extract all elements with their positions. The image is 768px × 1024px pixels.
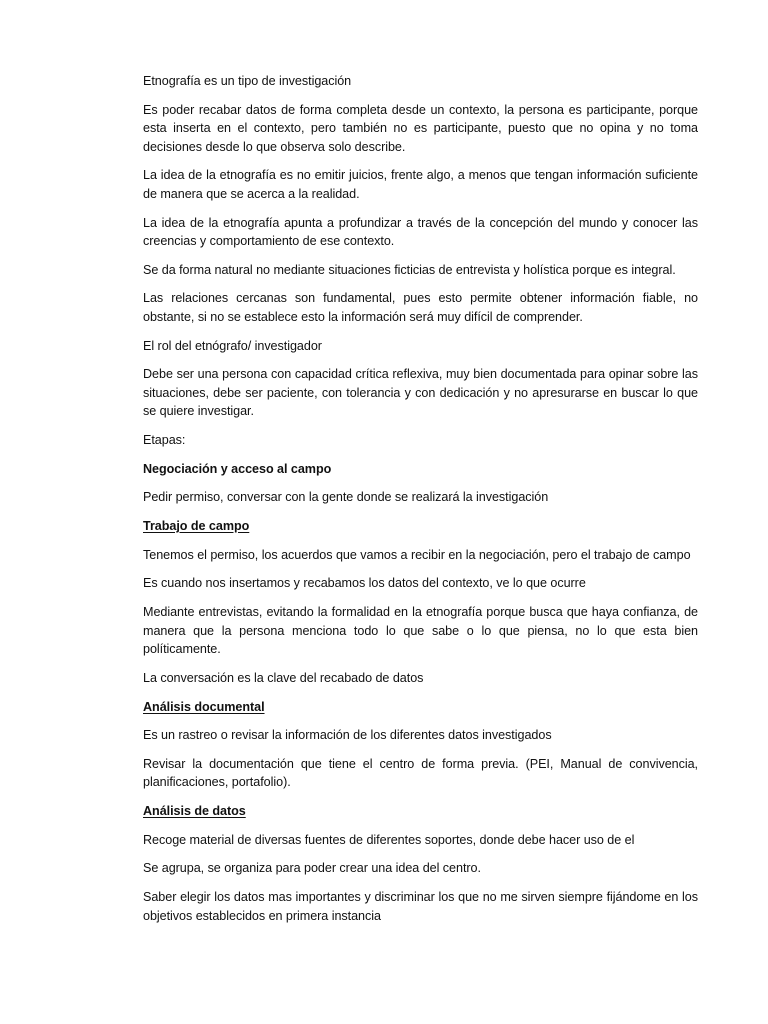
paragraph: La idea de la etnografía apunta a profundizar a través de la concepción del mundo y conocer las creencias y comportamiento de ese contexto. <box>143 215 698 249</box>
paragraph: Mediante entrevistas, evitando la formalidad en la etnografía porque busca que haya confianza, de manera que la persona menciona todo lo que sabe o lo que piensa, no lo que esta bien políticamente. <box>143 605 698 657</box>
paragraph: Pedir permiso, conversar con la gente donde se realizará la investigación <box>143 490 549 505</box>
paragraph: La conversación es la clave del recabado de datos <box>143 670 424 685</box>
paragraph: Recoge material de diversas fuentes de diferentes soportes, donde debe hacer uso de el <box>143 832 635 847</box>
paragraph: Las relaciones cercanas son fundamental, pues esto permite obtener información fiable, no obstante, si no se establece esto la información será muy difícil de comprender. <box>143 291 698 324</box>
paragraph: Saber elegir los datos mas importantes y discriminar los que no me sirven siempre fijándome en los objetivos establecidos en primera instancia <box>143 890 698 923</box>
document-page <box>143 72 698 935</box>
paragraph-title: Etnografía es un tipo de investigación <box>143 74 352 88</box>
paragraph-subtitle: El rol del etnógrafo/ investigador <box>143 338 322 353</box>
paragraph: Se agrupa, se organiza para poder crear una idea del centro. <box>143 861 481 876</box>
paragraph: Es poder recabar datos de forma completa desde un contexto, la persona es participante, porque esta inserta en el contexto, pero también no es participante, puesto que no opina y no toma decisiones desde lo que observa solo describe. <box>143 102 698 154</box>
paragraph-label: Etapas: <box>143 433 186 447</box>
paragraph: Es un rastreo o revisar la información de los diferentes datos investigados <box>143 728 552 743</box>
section-heading: Análisis de datos <box>143 804 246 819</box>
paragraph: Tenemos el permiso, los acuerdos que vamos a recibir en la negociación, pero el trabajo de campo <box>143 547 691 562</box>
paragraph: Debe ser una persona con capacidad crítica reflexiva, muy bien documentada para opinar sobre las situaciones, debe ser paciente, con tolerancia y con dedicación y no apresurarse en buscar lo que se quiere investigar. <box>143 367 698 419</box>
paragraph: Es cuando nos insertamos y recabamos los datos del contexto, ve lo que ocurre <box>143 576 586 591</box>
section-heading: Trabajo de campo <box>143 519 250 534</box>
section-heading: Negociación y acceso al campo <box>143 461 332 476</box>
paragraph: Se da forma natural no mediante situaciones ficticias de entrevista y holística porque es integral. <box>143 262 676 277</box>
paragraph: Revisar la documentación que tiene el centro de forma previa. (PEI, Manual de convivencia, planificaciones, portafolio). <box>143 756 698 790</box>
paragraph: La idea de la etnografía es no emitir juicios, frente algo, a menos que tengan información suficiente de manera que se acerca a la realidad. <box>143 168 698 201</box>
section-heading: Análisis documental <box>143 699 265 714</box>
